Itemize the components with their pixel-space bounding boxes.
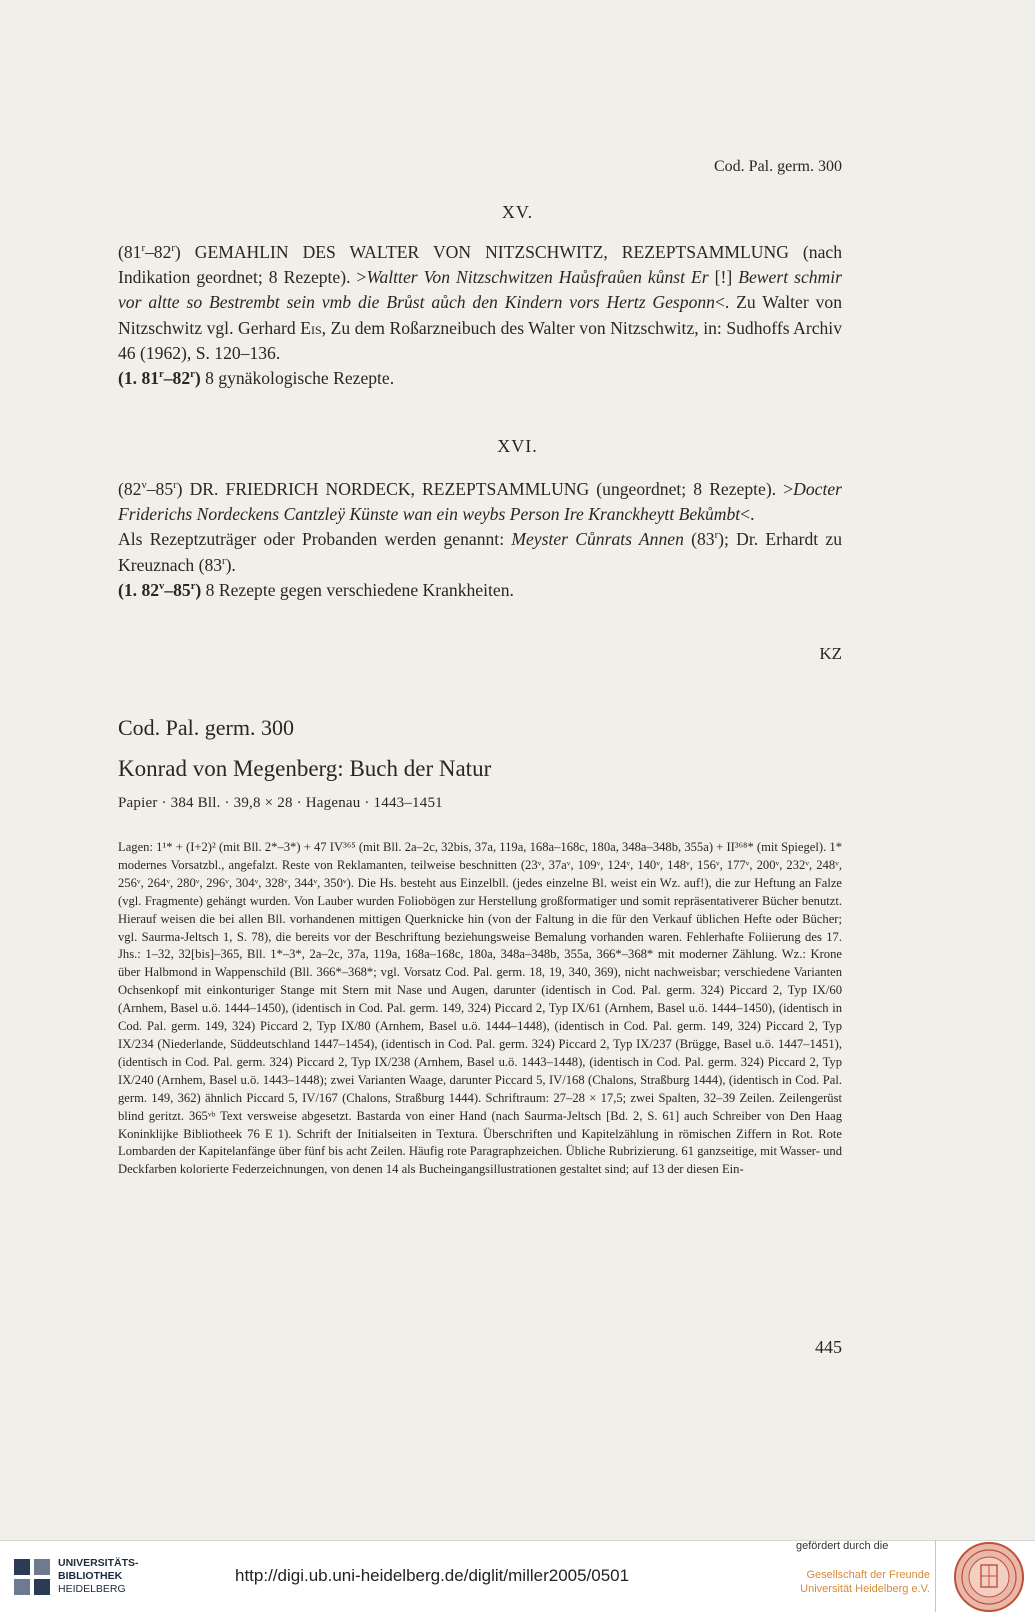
xv-content-sup2: r — [190, 369, 195, 381]
xv-content-ref-close: ) — [194, 368, 201, 389]
sponsor-name[interactable] — [770, 1568, 930, 1596]
sponsor-line-1: Gesellschaft der Freunde — [806, 1569, 930, 1581]
xvi-probands-mid: (83 — [683, 529, 715, 550]
xvi-content-text: 8 Rezepte gegen verschiedene Krankheiten. — [201, 579, 514, 600]
codex-meta: Papier · 384 Bll. · 39,8 × 28 · Hagenau · 1443–1451 — [118, 795, 443, 811]
university-seal-icon — [953, 1541, 1025, 1613]
footer-divider — [935, 1540, 936, 1612]
xv-heading-sup1: r — [141, 243, 145, 255]
xv-heading-sup2: r — [171, 243, 175, 255]
codex-shelfmark: Cod. Pal. germ. 300 — [118, 715, 294, 740]
xvi-heading-sup2: r — [173, 480, 177, 492]
codicological-description: Lagen: 1¹* + (I+2)² (mit Bll. 2*–3*) + 47 IV³⁶⁵ (mit Bll. 2a–2c, 32bis, 37a, 119a, 168a–168c, 180a, 348a–348b, 355a) + II³⁶⁸* (mit Spiegel). 1* modernes Vorsatzbl., angefalzt. Reste von Reklamanten, teilweise beschnitten (23ᵛ, 37aᵛ, 109ᵛ, 124ᵛ, 140ᵛ, 148ᵛ, 156ᵛ, 177ᵛ, 200ᵛ, 232ᵛ, 248ᵛ, 256ᵛ, 264ᵛ, 280ᵛ, 296ᵛ, 304ᵛ, 328ᵛ, 344ᵛ, 350ᵛ). Die Hs. besteht aus Einzelbll. (jedes einzelne Bl. weist ein Wz. auf!), die zur Heftung an Falze (vgl. Fragmente) gehängt wurden. Von Lauber wurden Foliobögen zur Herstellung großformatiger und somit repräsentativerer Bücher benutzt. Hierauf weisen die bei allen Bll. vorhandenen mittigen Querknicke hin (von der Faltung in die für den Verkauf üblichen Hefte oder Bücher; vgl. Saurma-Jeltsch 1, S. 78), die bereits vor der Beschriftung beziehungsweise Bemalung vorhanden waren. Fehlerhafte Foliierung des 17. Jhs.: 1–32, 32[bis]–365, Bll. 1*–3*, 2a–2c, 37a, 119a, 168a–168c, 180a, 348a–348b, 355a, 366*–368* mit moderner Zählung. Wz.: Krone über Halbmond in Wappenschild (Bll. 366*–368*; vgl. Vorsatz Cod. Pal. germ. 18, 19, 340, 369), nicht nachweisbar; verschiedene Varianten Ochsenkopf mit einkonturiger Stange mit Stern mit Nase und Augen, darunter (identisch in Cod. Pal. germ. 324) Piccard 2, Typ IX/60 (Arnhem, Basel u.ö. 1444–1450), (identisch in Cod. Pal. germ. 149, 324) Piccard 2, Typ IX/61 (Arnhem, Basel u.ö. 1444–1450), (identisch in Cod. Pal. germ. 149, 324) Piccard 2, Typ IX/80 (Arnhem, Basel u.ö. 1444–1448), (identisch in Cod. Pal. germ. 149, 324) Piccard 2, Typ IX/234 (Niederlande, Süddeutschland 1447–1454), (identisch in Cod. Pal. germ. 324) Piccard 2, Typ IX/237 (Brügge, Basel u.ö. 1447–1451), (identisch in Cod. Pal. germ. 324) Piccard 2, Typ IX/238 (Arnhem, Basel u.ö. 1443–1448), (identisch in Cod. Pal. germ. 324) Piccard 2, Typ IX/240 (Arnhem, Basel u.ö. 1443–1448); zwei Varianten Waage, darunter Piccard 5, IV/168 (Chalons, Straßburg 1444), (identisch in Cod. Pal. germ. 149, 362) ähnlich Piccard 5, IV/167 (Chalons, Straßburg 1444). Schriftraum: 27–28 × 17,5; zwei Spalten, 32–39 Zeilen. Zeilengerüst blind geritzt. 365ᵛᵇ Text versweise abgesetzt. Bastarda von einer Hand (nach Saurma-Jeltsch [Bd. 2, S. 61] auch Schreiber von Den Haag Koninklijke Bibliotheek 76 E 1). Schrift der Initialseiten in Textura. Überschriften und Kapitelzählung in römischen Ziffern in Rot. Rote Lombarden der Kapitelanfänge über fünf bis acht Zeilen. Häufig rote Paragraphzeichen. Übliche Rubrizierung. 61 ganzseitige, mit Wasser- und Deckfarben kolorierte Federzeichnungen, von denen 14 als Bucheingangsillustrationen gestaltet sind; auf 13 der diesen Ein- — [118, 840, 842, 1177]
xvi-probands-sup2: r — [222, 555, 226, 567]
sponsor-line-2: Universität Heidelberg e.V. — [800, 1583, 930, 1595]
section-xvi-entry — [118, 477, 842, 603]
xv-heading-pre: (81 — [118, 242, 142, 262]
ub-heidelberg-wordmark[interactable] — [58, 1557, 139, 1596]
running-title: Cod. Pal. germ. 300 — [714, 158, 842, 175]
ub-line-1: UNIVERSITÄTS- — [58, 1557, 139, 1569]
xvi-content-sup2: r — [190, 580, 196, 592]
xvi-after-incipit: <. — [740, 504, 755, 525]
ub-line-2: BIBLIOTHEK — [58, 1570, 123, 1582]
xv-content-ref — [118, 368, 201, 388]
xv-content-ref-pre: (1. 81 — [118, 368, 160, 389]
xvi-incipit: Docter Friderichs Nordeckens Cantzleÿ Künste wan ein weybs Person Ire Kranckheytt Bekůmbt — [118, 479, 842, 525]
ub-heidelberg-logo-icon[interactable] — [12, 1557, 52, 1597]
page-number: 445 — [815, 1337, 842, 1357]
xvi-content-ref-close: ) — [195, 579, 202, 600]
ub-line-3: HEIDELBERG — [58, 1583, 126, 1595]
section-xv-entry — [118, 240, 842, 391]
xv-content-ref-mid: –82 — [163, 368, 191, 389]
permalink-url[interactable]: http://digi.ub.uni-heidelberg.de/diglit/miller2005/0501 — [235, 1566, 630, 1585]
sponsor-label: gefördert durch die — [796, 1540, 889, 1552]
codex-title: Konrad von Megenberg: Buch der Natur — [118, 756, 492, 781]
xv-heading-mid: –82 — [144, 242, 172, 262]
xv-heading-post: ) GEMAHLIN DES WALTER VON NITZSCHWITZ, REZEPTSAMMLUNG (nach Indikation geordnet; 8 Rezepte). > — [118, 242, 842, 288]
xv-author-eis: Eis — [300, 317, 322, 338]
xvi-heading-post: ) DR. FRIEDRICH NORDECK, REZEPTSAMMLUNG (ungeordnet; 8 Rezepte). > — [176, 479, 794, 499]
xvi-probands-end: ). — [225, 554, 236, 575]
xvi-heading-sup1: v — [141, 480, 147, 492]
xv-reference: , Zu dem Roßarzneibuch des Walter von Nitzschwitz, in: Sudhoffs Archiv 46 (1962), S. 120–136. — [118, 317, 842, 363]
xv-content-text: 8 gynäkologische Rezepte. — [200, 368, 395, 389]
xvi-content-ref-mid: –85 — [164, 579, 191, 600]
xv-after-incipit: <. Zu Walter von Nitzschwitz vgl. Gerhard — [118, 292, 842, 338]
xvi-probands-name: Meyster Cůnrats Annen — [511, 529, 684, 550]
xvi-heading-mid: –85 — [146, 479, 174, 499]
xvi-heading-pre: (82 — [118, 479, 142, 499]
xv-content-sup1: r — [159, 369, 164, 381]
xvi-probands-pre: Als Rezeptzuträger oder Probanden werden genannt: — [118, 529, 512, 550]
xvi-content-ref-pre: (1. 82 — [118, 579, 160, 600]
xvi-probands-sup: r — [714, 530, 719, 542]
xvi-content-ref — [118, 580, 201, 600]
section-numeral-xv: XV. — [501, 202, 534, 222]
xv-incipit-bracket: [!] — [708, 267, 739, 288]
section-numeral-xvi: XVI. — [497, 436, 538, 456]
xvi-probands-post: ); Dr. Erhardt zu Kreuznach (83 — [118, 529, 842, 575]
xv-incipit: Waltter Von Nitzschwitzen Haůsfraůen kůnst Er — [366, 267, 709, 288]
xv-incipit-2: Bewert schmir vor altte so Bestrembt sein vmb die Brůst aůch den Kindern vors Hertz Gesponn — [118, 267, 842, 313]
xvi-content-sup1: v — [159, 580, 165, 592]
author-signature: KZ — [819, 644, 842, 663]
